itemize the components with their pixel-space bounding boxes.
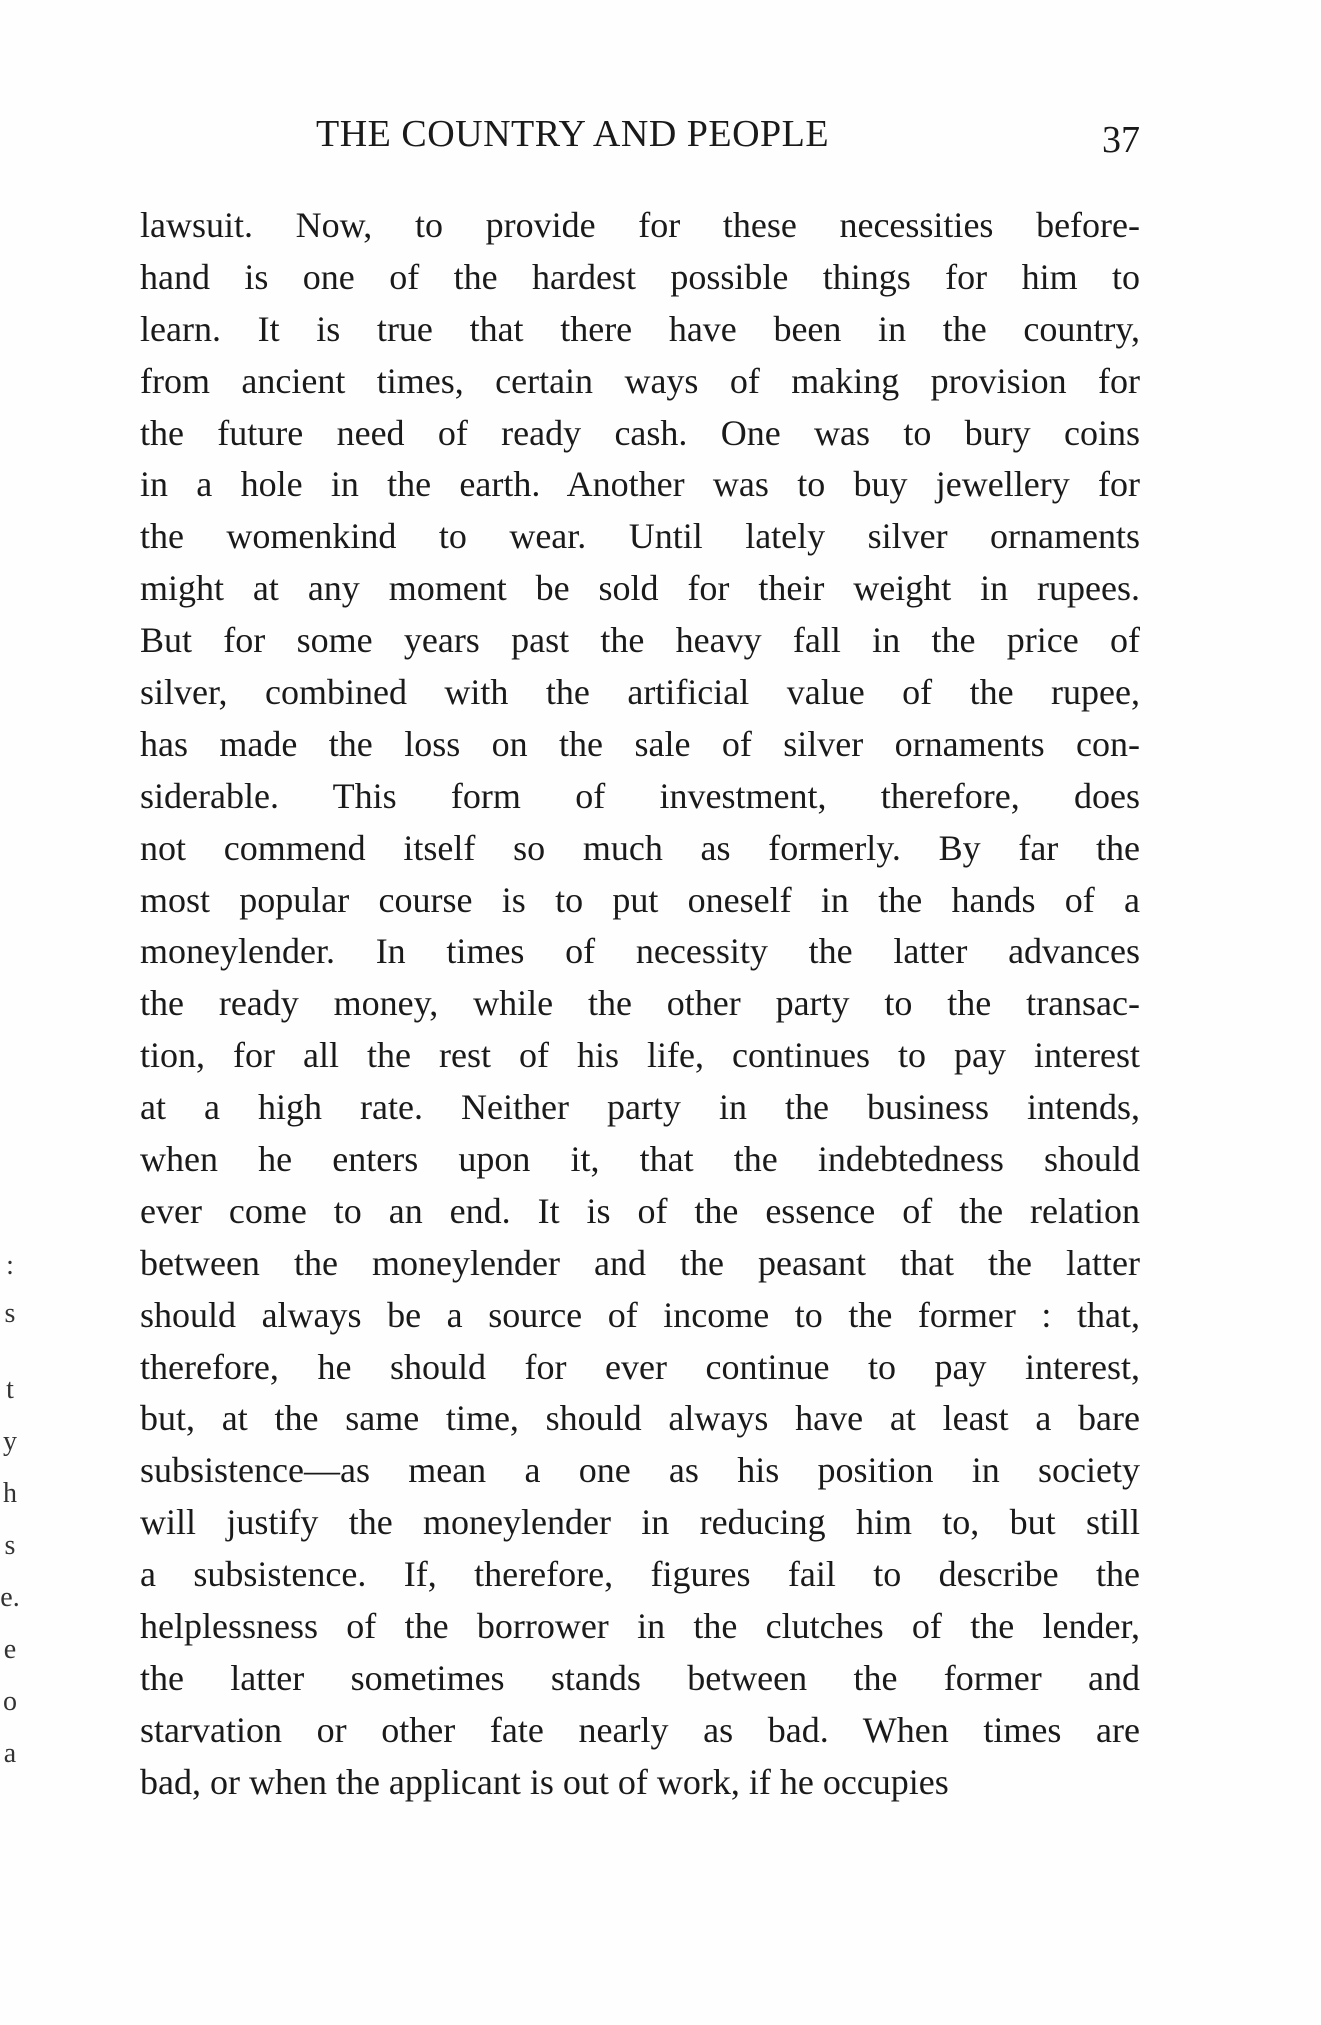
running-head: THE COUNTRY AND PEOPLE: [316, 113, 830, 155]
text-line: silver, combined with the artificial value of the rupee,: [140, 672, 1140, 713]
text-line: from ancient times, certain ways of making provision for: [140, 360, 1140, 401]
text-line: starvation or other fate nearly as bad. When times are: [140, 1709, 1140, 1750]
margin-fragment: t: [6, 1374, 14, 1405]
text-line: in a hole in the earth. Another was to buy jewellery for: [140, 464, 1140, 505]
text-line: But for some years past the heavy fall in the price of: [140, 620, 1140, 661]
text-line: a subsistence. If, therefore, figures fail to describe the: [140, 1554, 1140, 1595]
text-line: the future need of ready cash. One was to bury coins: [140, 412, 1140, 453]
margin-fragment: h: [3, 1478, 17, 1509]
margin-fragment: s: [4, 1530, 16, 1561]
text-line: moneylender. In times of necessity the latter advances: [140, 931, 1140, 972]
margin-fragment: y: [3, 1426, 17, 1457]
text-line: learn. It is true that there have been in the country,: [140, 308, 1140, 349]
left-margin-fragments: [0, 1240, 30, 1780]
text-line: siderable. This form of investment, therefore, does: [140, 775, 1140, 816]
text-line: should always be a source of income to the former : that,: [140, 1294, 1140, 1335]
text-line: but, at the same time, should always have at least a bare: [140, 1398, 1140, 1439]
margin-fragment: e.: [0, 1582, 20, 1613]
text-line: tion, for all the rest of his life, continues to pay interest: [140, 1035, 1140, 1076]
text-line: hand is one of the hardest possible things for him to: [140, 256, 1140, 297]
text-line: the womenkind to wear. Until lately silver ornaments: [140, 516, 1140, 557]
text-line: has made the loss on the sale of silver ornaments con-: [140, 723, 1140, 764]
margin-fragment: o: [3, 1686, 17, 1717]
text-line: the latter sometimes stands between the former and: [140, 1657, 1140, 1698]
text-line: will justify the moneylender in reducing him to, but still: [140, 1502, 1140, 1543]
text-line: most popular course is to put oneself in the hands of a: [140, 879, 1140, 920]
page-number: 37: [1102, 119, 1140, 161]
text-line: therefore, he should for ever continue to pay interest,: [140, 1346, 1140, 1387]
margin-fragment: e: [3, 1634, 17, 1665]
text-line: helplessness of the borrower in the clutches of the lender,: [140, 1606, 1140, 1647]
margin-fragment: s: [4, 1298, 16, 1329]
text-line: the ready money, while the other party to the transac-: [140, 983, 1140, 1024]
text-line: might at any moment be sold for their weight in rupees.: [140, 568, 1140, 609]
body-text: [140, 200, 1140, 1809]
text-line: ever come to an end. It is of the essence of the relation: [140, 1190, 1140, 1231]
page-header: [140, 112, 1140, 172]
text-line: when he enters upon it, that the indebtedness should: [140, 1139, 1140, 1180]
text-line: bad, or when the applicant is out of work, if he occupies: [140, 1761, 949, 1802]
margin-fragment: :: [6, 1250, 14, 1281]
text-line: not commend itself so much as formerly. By far the: [140, 827, 1140, 868]
text-line: at a high rate. Neither party in the business intends,: [140, 1087, 1140, 1128]
text-line: lawsuit. Now, to provide for these necessities before-: [140, 205, 1140, 245]
text-line: subsistence—as mean a one as his position in society: [140, 1450, 1140, 1491]
margin-fragment: a: [3, 1738, 17, 1769]
text-line: between the moneylender and the peasant that the latter: [140, 1242, 1140, 1283]
